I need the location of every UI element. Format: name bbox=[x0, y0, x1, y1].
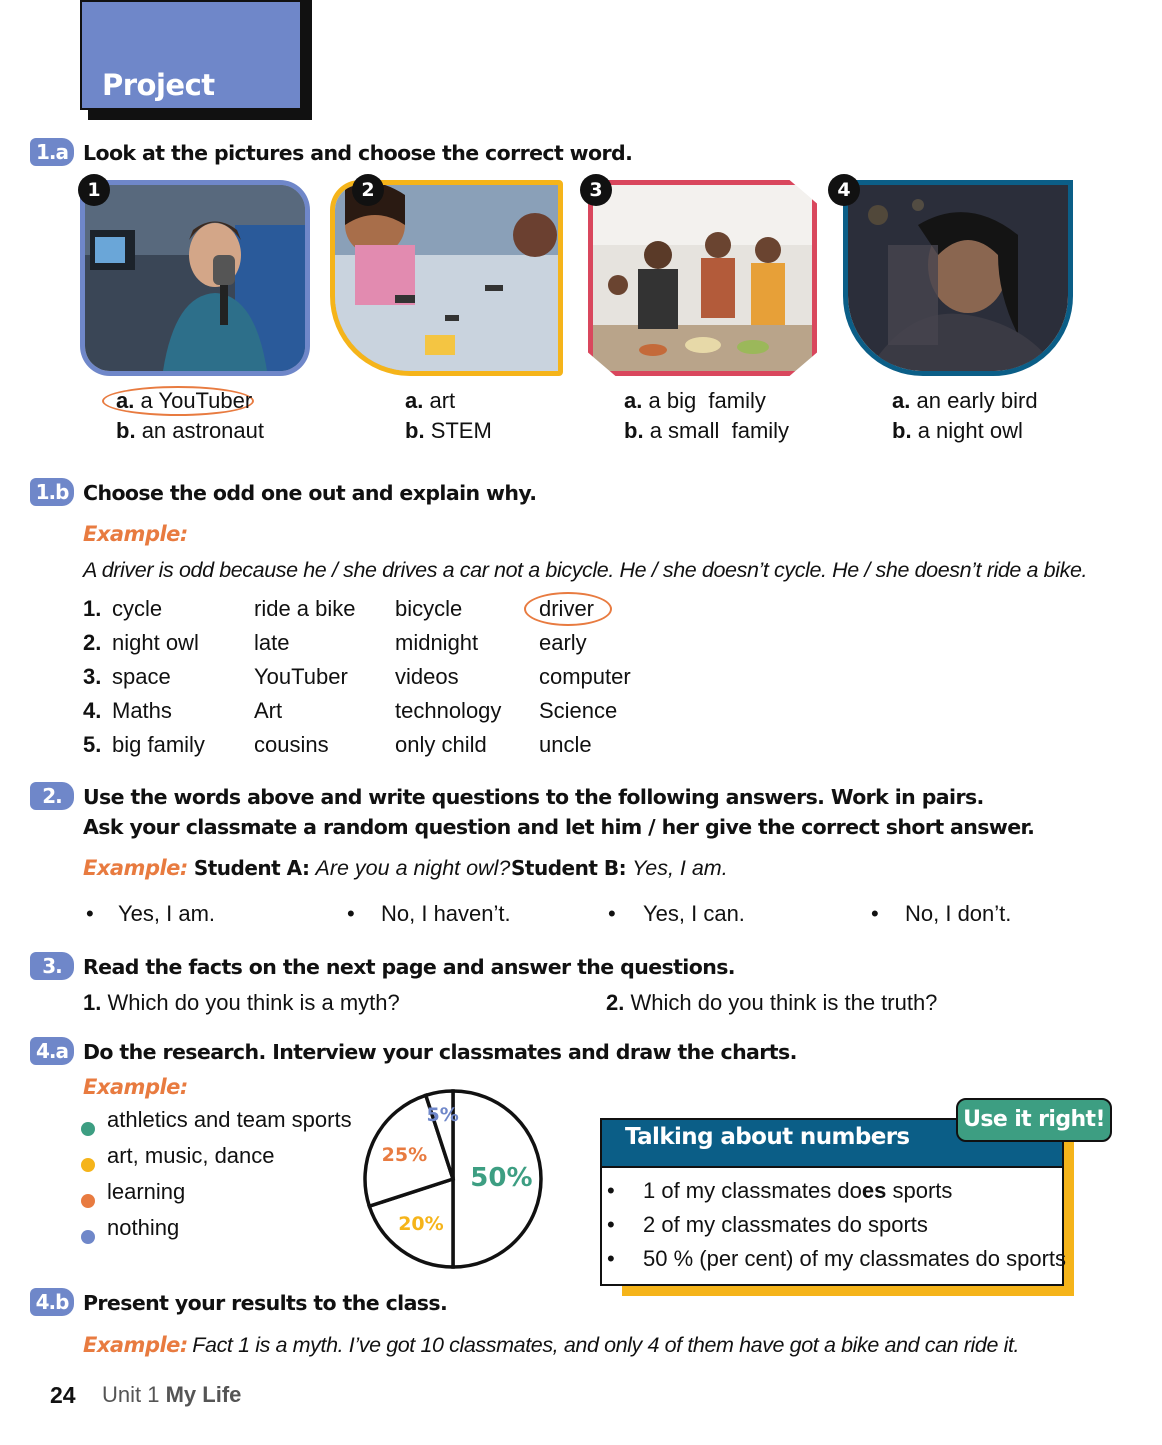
example-text-1b: A driver is odd because he / she drives a car not a bicycle. He / she doesn’t cycle. He / she doesn’t ride a bike. bbox=[83, 558, 1088, 582]
exercise-badge-2: 2. bbox=[30, 782, 74, 810]
tip-line-2: 2 of my classmates do sports bbox=[643, 1212, 928, 1237]
picture-number-2: 2 bbox=[352, 174, 384, 206]
odd-word[interactable]: big family bbox=[112, 732, 205, 757]
legend-dot bbox=[81, 1158, 95, 1172]
exercise-badge-3: 3. bbox=[30, 952, 74, 980]
exercise-2-instruction-line1: Use the words above and write questions to the following answers. Work in pairs. bbox=[83, 785, 984, 809]
art-photo-icon bbox=[335, 185, 558, 371]
exercise-4b-example: Example: Fact 1 is a myth. I’ve got 10 classmates, and only 4 of them have got a bike and can ride it. bbox=[83, 1333, 1020, 1357]
pie-slice-label: 5% bbox=[426, 1103, 459, 1126]
odd-word[interactable]: midnight bbox=[395, 630, 479, 655]
odd-word[interactable]: Maths bbox=[112, 698, 172, 723]
option-2b[interactable]: b. STEM bbox=[405, 418, 492, 443]
tip-bullet: • bbox=[607, 1178, 615, 1203]
odd-word[interactable]: night owl bbox=[112, 630, 199, 655]
odd-row-5: 5. bbox=[83, 732, 102, 757]
picture-youtuber bbox=[80, 180, 310, 376]
option-4a[interactable]: a. an early bird bbox=[892, 388, 1038, 413]
picture-number-1: 1 bbox=[78, 174, 110, 206]
odd-word[interactable]: space bbox=[112, 664, 171, 689]
odd-word[interactable]: only child bbox=[395, 732, 487, 757]
option-4b[interactable]: b. a night owl bbox=[892, 418, 1023, 443]
answer-bullet: • bbox=[871, 901, 879, 926]
question-2: 2. Which do you think is the truth? bbox=[606, 990, 938, 1015]
legend-dot bbox=[81, 1230, 95, 1244]
odd-word[interactable]: ride a bike bbox=[254, 596, 356, 621]
question-1: 1. Which do you think is a myth? bbox=[83, 990, 400, 1015]
picture-night-owl bbox=[843, 180, 1073, 376]
legend-label: athletics and team sports bbox=[107, 1107, 352, 1132]
odd-word[interactable]: videos bbox=[395, 664, 459, 689]
exercise-1b-instruction: Choose the odd one out and explain why. bbox=[83, 481, 537, 505]
short-answer: Yes, I can. bbox=[643, 901, 745, 926]
option-3b[interactable]: b. a small family bbox=[624, 418, 790, 443]
odd-word[interactable]: cycle bbox=[112, 596, 163, 621]
tip-line-1: 1 of my classmates does sports bbox=[643, 1178, 953, 1203]
picture-number-3: 3 bbox=[580, 174, 612, 206]
odd-row-1: 1. bbox=[83, 596, 102, 621]
option-2a[interactable]: a. art bbox=[405, 388, 456, 413]
odd-row-2: 2. bbox=[83, 630, 102, 655]
legend-label: art, music, dance bbox=[107, 1143, 275, 1168]
legend-label: learning bbox=[107, 1179, 186, 1204]
exercise-2-instruction-line2: Ask your classmate a random question and let him / her give the correct short answer. bbox=[83, 815, 1035, 839]
option-3a[interactable]: a. a big family bbox=[624, 388, 766, 413]
odd-word[interactable]: uncle bbox=[539, 732, 592, 757]
odd-word[interactable]: YouTuber bbox=[254, 664, 348, 689]
picture-family bbox=[588, 180, 817, 376]
option-1a[interactable]: a. a YouTuber bbox=[116, 388, 253, 413]
legend-dot bbox=[81, 1194, 95, 1208]
answer-bullet: • bbox=[347, 901, 355, 926]
page-number: 24 bbox=[50, 1382, 76, 1408]
short-answer: No, I haven’t. bbox=[381, 901, 511, 926]
odd-word[interactable]: Art bbox=[254, 698, 283, 723]
odd-word[interactable]: bicycle bbox=[395, 596, 463, 621]
odd-word[interactable]: early bbox=[539, 630, 587, 655]
family-photo-icon bbox=[593, 185, 812, 371]
pie-slice-label: 25% bbox=[381, 1144, 428, 1167]
option-1b[interactable]: b. an astronaut bbox=[116, 418, 264, 443]
odd-word[interactable]: driver bbox=[539, 596, 595, 621]
answer-bullet: • bbox=[86, 901, 94, 926]
youtuber-photo-icon bbox=[85, 185, 305, 371]
exercise-badge-4a: 4.a bbox=[30, 1037, 74, 1065]
exercise-2-example: Example: Student A: Are you a night owl? bbox=[83, 856, 511, 880]
short-answer: Yes, I am. bbox=[118, 901, 216, 926]
use-it-right-badge: Use it right! bbox=[956, 1098, 1112, 1142]
unit-label: Unit 1 My Life bbox=[102, 1382, 242, 1407]
tip-bullet: • bbox=[607, 1246, 615, 1271]
exercise-3-instruction: Read the facts on the next page and answer the questions. bbox=[83, 955, 735, 979]
legend-label: nothing bbox=[107, 1215, 180, 1240]
odd-word[interactable]: computer bbox=[539, 664, 631, 689]
exercise-badge-4b: 4.b bbox=[30, 1288, 74, 1316]
picture-art bbox=[330, 180, 563, 376]
odd-row-4: 4. bbox=[83, 698, 102, 723]
legend-dot bbox=[81, 1122, 95, 1136]
odd-word[interactable]: late bbox=[254, 630, 290, 655]
example-label-1b: Example: bbox=[83, 522, 188, 546]
exercise-2-student-b: Student B: Yes, I am. bbox=[511, 856, 728, 880]
exercise-1a-instruction: Look at the pictures and choose the correct word. bbox=[83, 141, 633, 165]
pie-slice-label: 50% bbox=[470, 1163, 533, 1193]
pie-chart bbox=[354, 1086, 548, 1272]
odd-word[interactable]: technology bbox=[395, 698, 502, 723]
tip-line-3: 50 % (per cent) of my classmates do sports bbox=[643, 1246, 1067, 1271]
example-label-4a: Example: bbox=[83, 1075, 188, 1099]
odd-row-3: 3. bbox=[83, 664, 102, 689]
exercise-badge-1a: 1.a bbox=[30, 138, 74, 166]
tip-bullet: • bbox=[607, 1212, 615, 1237]
odd-word[interactable]: cousins bbox=[254, 732, 329, 757]
answer-bullet: • bbox=[608, 901, 616, 926]
short-answer: No, I don’t. bbox=[905, 901, 1012, 926]
exercise-4b-instruction: Present your results to the class. bbox=[83, 1291, 448, 1315]
odd-word[interactable]: Science bbox=[539, 698, 618, 723]
tip-box-title: Talking about numbers bbox=[625, 1124, 910, 1150]
page-title: Project bbox=[102, 68, 215, 102]
picture-number-4: 4 bbox=[828, 174, 860, 206]
exercise-badge-1b: 1.b bbox=[30, 478, 74, 506]
pie-slice-label: 20% bbox=[398, 1213, 444, 1236]
night-owl-photo-icon bbox=[848, 185, 1068, 371]
exercise-4a-instruction: Do the research. Interview your classmates and draw the charts. bbox=[83, 1040, 797, 1064]
